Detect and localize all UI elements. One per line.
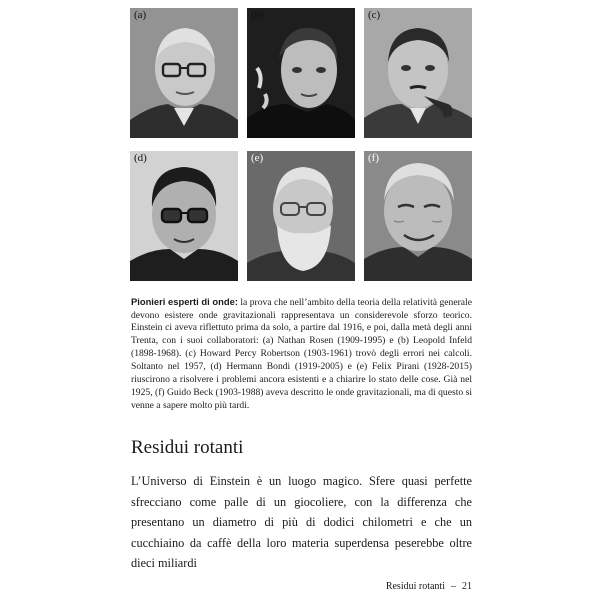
running-title: Residui rotanti xyxy=(385,581,445,592)
portrait-photo-e xyxy=(247,151,355,281)
portrait-image-f xyxy=(364,151,472,281)
portrait-photo-f xyxy=(364,151,472,281)
photo-label-d: (d) xyxy=(134,152,147,164)
portrait-image-c xyxy=(364,8,472,138)
photo-grid xyxy=(130,8,472,281)
portrait-photo-d xyxy=(130,151,238,281)
portrait-image-b xyxy=(247,8,355,138)
caption-lead: Pionieri esperti di onde: xyxy=(131,295,238,307)
footer-separator: – xyxy=(451,581,456,592)
page-number: 21 xyxy=(462,581,472,592)
photo-label-e: (e) xyxy=(251,152,264,164)
photo-label-b: (b) xyxy=(251,9,264,21)
body-paragraph: L’Universo di Einstein è un luogo magico. Sfere quasi perfette sfrecciano come palle di un giocoliere, con la differenza che presentano un diametro di più di dodici chilometri e che un cucchiaino da caffè della loro materia superdensa peserebbe oltre dieci miliardi xyxy=(131,474,472,570)
photo-label-c: (c) xyxy=(368,9,381,21)
figure-caption xyxy=(131,296,472,413)
portrait-photo-b xyxy=(247,8,355,138)
portrait-photo-c xyxy=(364,8,472,138)
section-title: Residui rotanti xyxy=(131,437,244,458)
photo-label-a: (a) xyxy=(134,9,147,21)
page-footer xyxy=(362,581,472,592)
portrait-image-a xyxy=(130,8,238,138)
portrait-image-e xyxy=(247,151,355,281)
caption-text: la prova che nell’ambito della teoria della relatività generale devono esistere onde gravitazionali rappresentava un considerevole sforzo teorico. Einstein ci aveva riflettuto prima da solo, a partire dal 1916, e poi, dalla metà degli anni Trenta, con i suoi collaboratori: (a) Nathan Rosen (1909-1995) e (b) Leopold Infeld (1898-1968). (c) Howard Percy Robertson (1903-1961) trovò degli errori nei calcoli. Soltanto nel 1957, (d) Hermann Bondi (1919-2005) e (e) Felix Pirani (1928-2015) riuscirono a risolvere i problemi ancora esistenti e a chiarire lo stato delle cose. Già nel 1925, (f) Guido Beck (1903-1988) aveva descritto le onde gravitazionali, ma di questo si venne a sapere molto più tardi. xyxy=(131,296,472,411)
photo-label-f: (f) xyxy=(368,152,379,164)
portrait-image-d xyxy=(130,151,238,281)
portrait-photo-a xyxy=(130,8,238,138)
